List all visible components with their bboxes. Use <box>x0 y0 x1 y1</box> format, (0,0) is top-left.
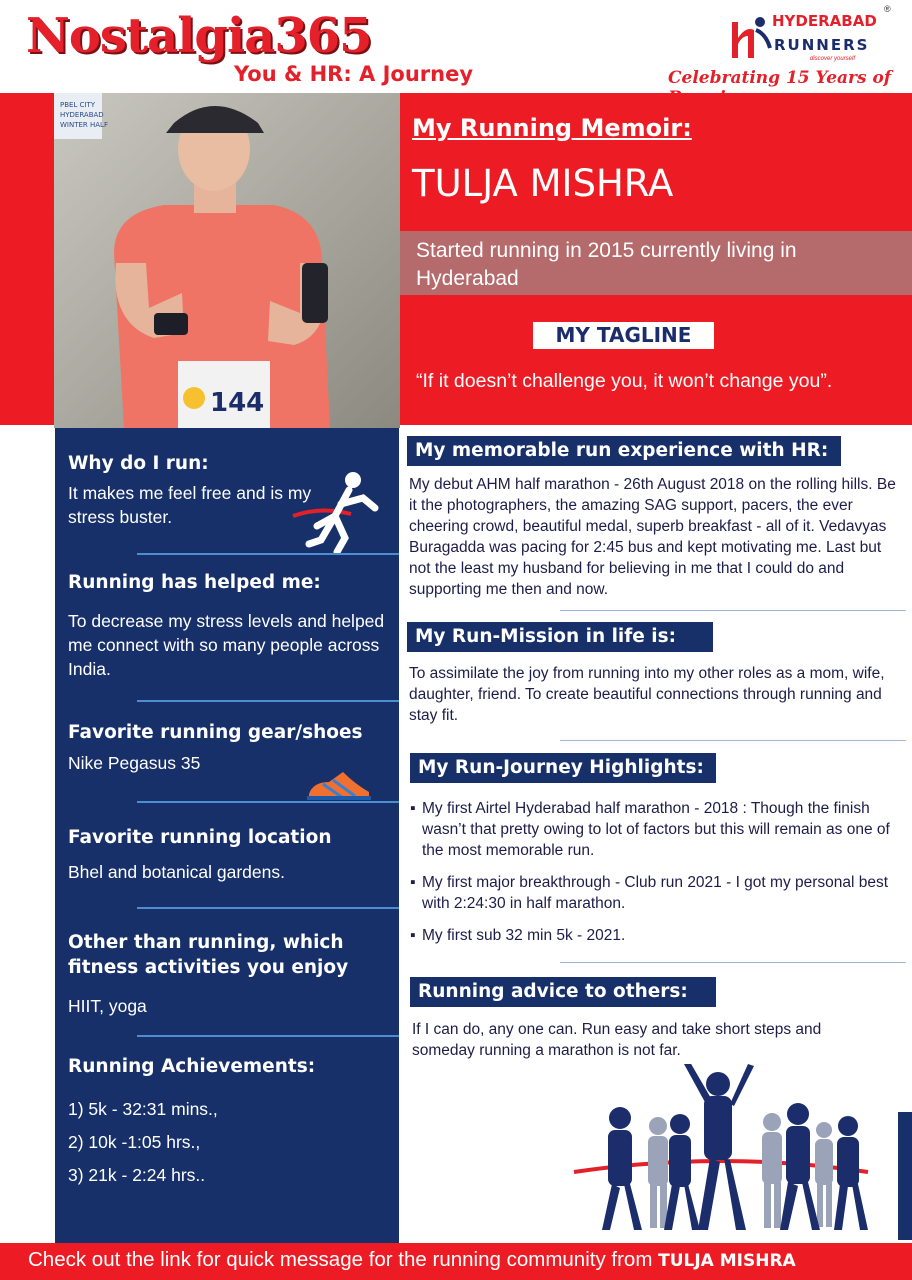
highlight-item: ▪ My first sub 32 min 5k - 2021. <box>410 927 626 944</box>
brand-title: Nostalgia365 <box>26 8 372 64</box>
tagline-quote: “If it doesn’t challenge you, it won’t change you”. <box>416 370 833 392</box>
separator <box>560 740 906 741</box>
separator <box>560 962 906 963</box>
separator <box>560 610 906 611</box>
location-text: Bhel and botanical gardens. <box>68 862 285 882</box>
tagline-label: MY TAGLINE <box>533 322 714 349</box>
advice-heading: Running advice to others: <box>410 977 716 1007</box>
runner-name: TULJA MISHRA <box>412 162 674 205</box>
achievements-heading: Running Achievements: <box>68 1056 316 1077</box>
footer-text[interactable]: Check out the link for quick message for the running community from TULJA MISHRA <box>28 1248 796 1271</box>
highlight-item: ▪ My first Airtel Hyderabad half marathon - 2018 : Though the finish wasn’t that pretty owing to lot of factors but this will remain as one of the most memorable run. <box>410 800 890 859</box>
memorable-text: My debut AHM half marathon - 26th August 2018 on the rolling hills. Be it the photographers, the amazing SAG support, pacers, the ever cheering crowd, beautiful medal, superb breakfast - all of it. Vedavyas Buragadda was pacing for 2:45 bus and kept motivating me. Last but not the least my husband for believing in me that I could do and supporting me then and now. <box>409 476 896 598</box>
gear-heading: Favorite running gear/shoes <box>68 722 363 743</box>
advice-text: If I can do, any one can. Run easy and take short steps and someday running a marathon is not far. <box>412 1021 822 1059</box>
other-text: HIIT, yoga <box>68 996 147 1016</box>
bullet-icon: ▪ <box>410 927 416 944</box>
bullet-icon: ▪ <box>410 874 416 891</box>
achievement-item: 3) 21k - 2:24 hrs.. <box>68 1165 206 1185</box>
other-heading: Other than running, which fitness activities you enjoy <box>68 932 349 978</box>
separator <box>137 801 399 803</box>
running-shoe-icon <box>303 768 375 804</box>
separator <box>137 907 399 909</box>
runner-photo <box>54 93 400 428</box>
svg-text:WINTER HALF: WINTER HALF <box>60 121 108 129</box>
brand-subtitle: You & HR: A Journey <box>234 62 474 86</box>
memoir-title: My Running Memoir: <box>412 114 692 142</box>
highlight-item: ▪ My first major breakthrough - Club run 2021 - I got my personal best with 2:24:30 in half marathon. <box>410 874 889 912</box>
left-column <box>55 428 399 1243</box>
separator <box>137 1035 399 1037</box>
bib-number: 144 <box>210 388 265 418</box>
celebrating-banner: Celebrating 15 Years of <box>668 68 892 88</box>
started-text: Started running in 2015 currently living in Hyderabad <box>416 239 797 290</box>
why-heading: Why do I run: <box>68 453 209 474</box>
mission-text: To assimilate the joy from running into my other roles as a mom, wife, daughter, friend. To create beautiful connections through running and stay fit. <box>409 665 885 724</box>
runners-crowd-icon <box>572 1064 872 1242</box>
runner-finish-icon <box>291 468 381 554</box>
separator <box>137 553 399 555</box>
logo-tagline: discover yourself <box>810 56 856 62</box>
why-text: It makes me feel free and is my stress buster. <box>68 483 312 527</box>
highlights-list <box>410 798 900 946</box>
footer-name: TULJA MISHRA <box>658 1251 796 1271</box>
helped-text: To decrease my stress levels and helped me connect with so many people across India. <box>68 611 385 679</box>
achievement-item: 1) 5k - 32:31 mins., <box>68 1099 218 1119</box>
bullet-icon: ▪ <box>410 800 416 817</box>
memorable-heading: My memorable run experience with HR: <box>407 436 841 466</box>
hyderabad-runners-logo-icon <box>726 12 772 62</box>
mission-heading: My Run-Mission in life is: <box>407 622 713 652</box>
registered-mark: ® <box>884 4 891 14</box>
helped-heading: Running has helped me: <box>68 572 321 593</box>
right-edge-bar <box>898 1112 912 1240</box>
achievement-item: 2) 10k -1:05 hrs., <box>68 1132 201 1152</box>
location-heading: Favorite running location <box>68 827 332 848</box>
logo-line-2: RUNNERS <box>774 36 870 54</box>
highlights-heading: My Run-Journey Highlights: <box>410 753 716 783</box>
gear-text: Nike Pegasus 35 <box>68 753 201 773</box>
logo-line-1: HYDERABAD <box>772 12 877 30</box>
svg-text:HYDERABAD: HYDERABAD <box>60 111 104 119</box>
separator <box>137 700 399 702</box>
svg-text:PBEL CITY: PBEL CITY <box>60 101 96 109</box>
